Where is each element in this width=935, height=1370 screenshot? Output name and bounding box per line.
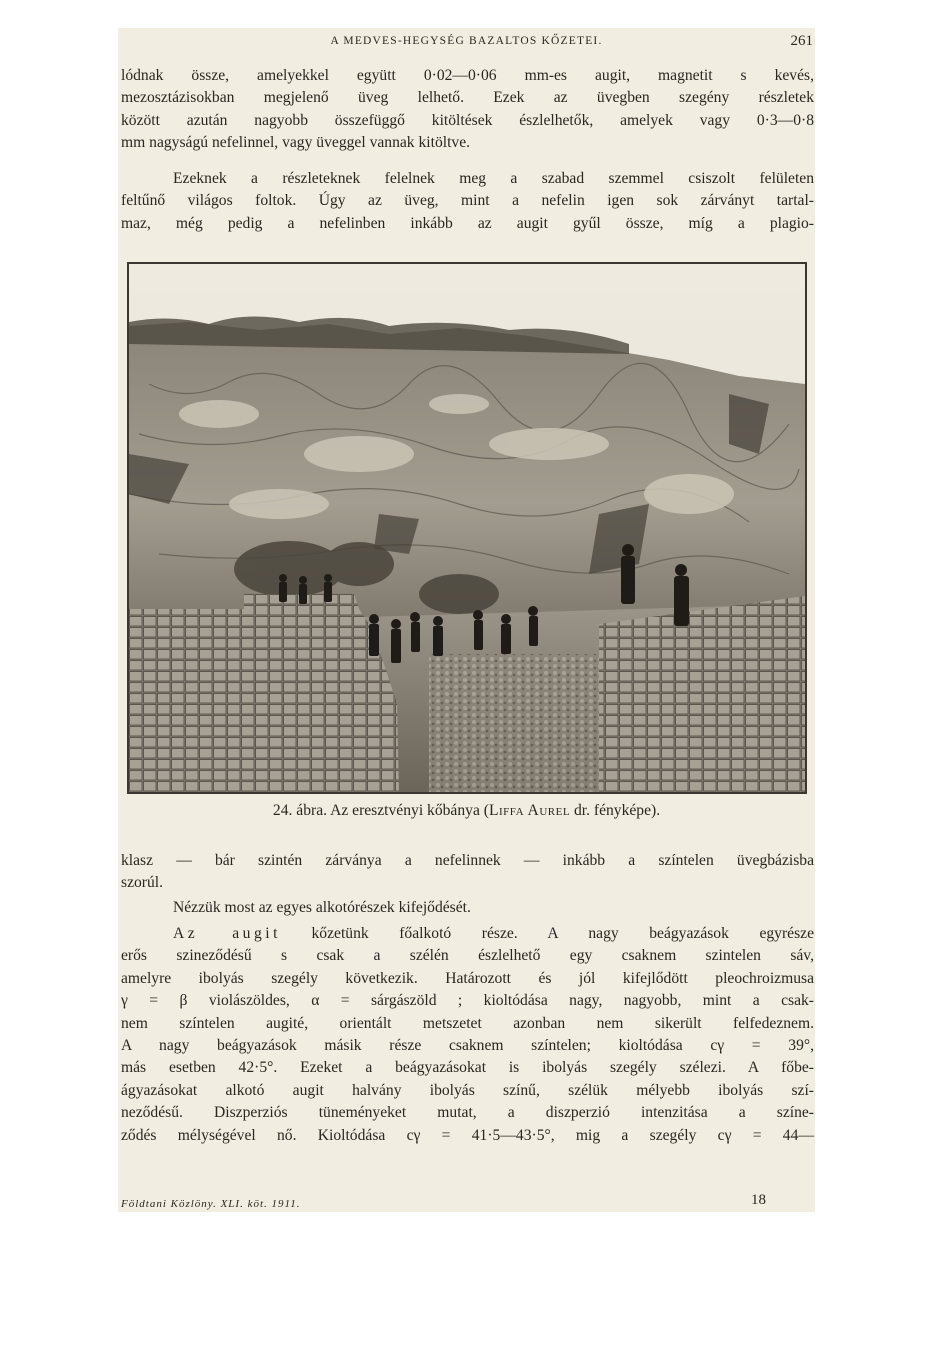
- text-line: ágyazásokat alkotó augit halvány ibolyás színű, szélük mélyebb ibolyás szí-: [121, 1081, 814, 1099]
- figure-text: Az eresztvényi kőbánya (: [330, 802, 489, 819]
- figure-suffix: dr. fényképe).: [570, 802, 661, 819]
- text-line: mezosztázisokban megjelenő üveg lelhető. Ezek az üvegben szegény részletek: [121, 89, 814, 107]
- paragraph-1: [121, 65, 814, 155]
- text-line: Nézzük most az egyes alkotórészek kifejődését.: [173, 899, 471, 916]
- text-fragment: kőzetünk főalkotó része. A nagy beágyazások egyrésze: [280, 925, 815, 942]
- text-line: feltűnő világos foltok. Úgy az üveg, mint a nefelin igen sok zárványt tartal-: [121, 192, 814, 210]
- journal-footer: Földtani Közlöny. XLI. köt. 1911.: [121, 1198, 301, 1210]
- text-line: erős szineződésű s csak a szélén észlelhető egy csaknem szintelen sáv,: [121, 947, 814, 965]
- augit-spaced-term: Az augit: [173, 925, 281, 942]
- header-title: A MEDVES-HEGYSÉG BAZALTOS KŐZETEI.: [330, 35, 603, 47]
- figure-number: 24. ábra.: [272, 802, 328, 819]
- paragraph-5: [121, 923, 814, 1147]
- text-line: szorúl.: [121, 874, 164, 892]
- text-line: [121, 923, 814, 945]
- figure-author: Liffa Aurel: [488, 802, 571, 819]
- text-line: mm nagyságú nefelinnel, vagy üveggel vannak kitöltve.: [121, 134, 471, 152]
- text-line: maz, még pedig a nefelinben inkább az augit gyűl össze, míg a plagio-: [121, 214, 814, 232]
- paragraph-4: [121, 897, 814, 919]
- text-line: között azután nagyobb összefüggő kitöltések észlelhetők, amelyek vagy 0·3—0·8: [121, 111, 814, 129]
- text-line: nem színtelen augité, orientált metszetet azonban nem sikerült felfedeznem.: [121, 1014, 814, 1032]
- text-line: A nagy beágyazások másik része csaknem színtelen; kioltódása cγ = 39°,: [121, 1037, 814, 1055]
- text-line: lódnak össze, amelyekkel együtt 0·02—0·06 mm-es augit, magnetit s kevés,: [121, 67, 814, 84]
- page-number: 261: [790, 33, 813, 49]
- text-line: γ = β violászöldes, α = sárgászöld ; kioltódása nagy, nagyobb, mint a csak-: [121, 992, 814, 1010]
- running-header: [118, 33, 815, 53]
- text-line: amelyre ibolyás szegély következik. Határozott és jól kifejlődött pleochroizmusa: [121, 969, 814, 987]
- paragraph-2: [121, 168, 814, 235]
- text-line: Ezeknek a részleteknek felelnek meg a szabad szemmel csiszolt felületen: [173, 170, 814, 187]
- text-line: ződés mélységével nő. Kioltódása cγ = 41·5—43·5°, mig a szegély cγ = 44—: [121, 1126, 814, 1144]
- quarry-photograph: [127, 262, 807, 794]
- text-line: neződésű. Diszperziós tüneményeket mutat, a diszperzió intenzitása a színe-: [121, 1104, 814, 1122]
- figure-caption: [118, 802, 815, 820]
- signature-mark: 18: [751, 1192, 766, 1208]
- text-line: klasz — bár szintén zárványa a nefelinnek — inkább a színtelen üvegbázisba: [121, 852, 814, 869]
- paragraph-3: [121, 850, 814, 895]
- text-line: más esetben 42·5°. Ezeket a beágyazásokat is ibolyás szegély szélezi. A főbe-: [121, 1059, 814, 1077]
